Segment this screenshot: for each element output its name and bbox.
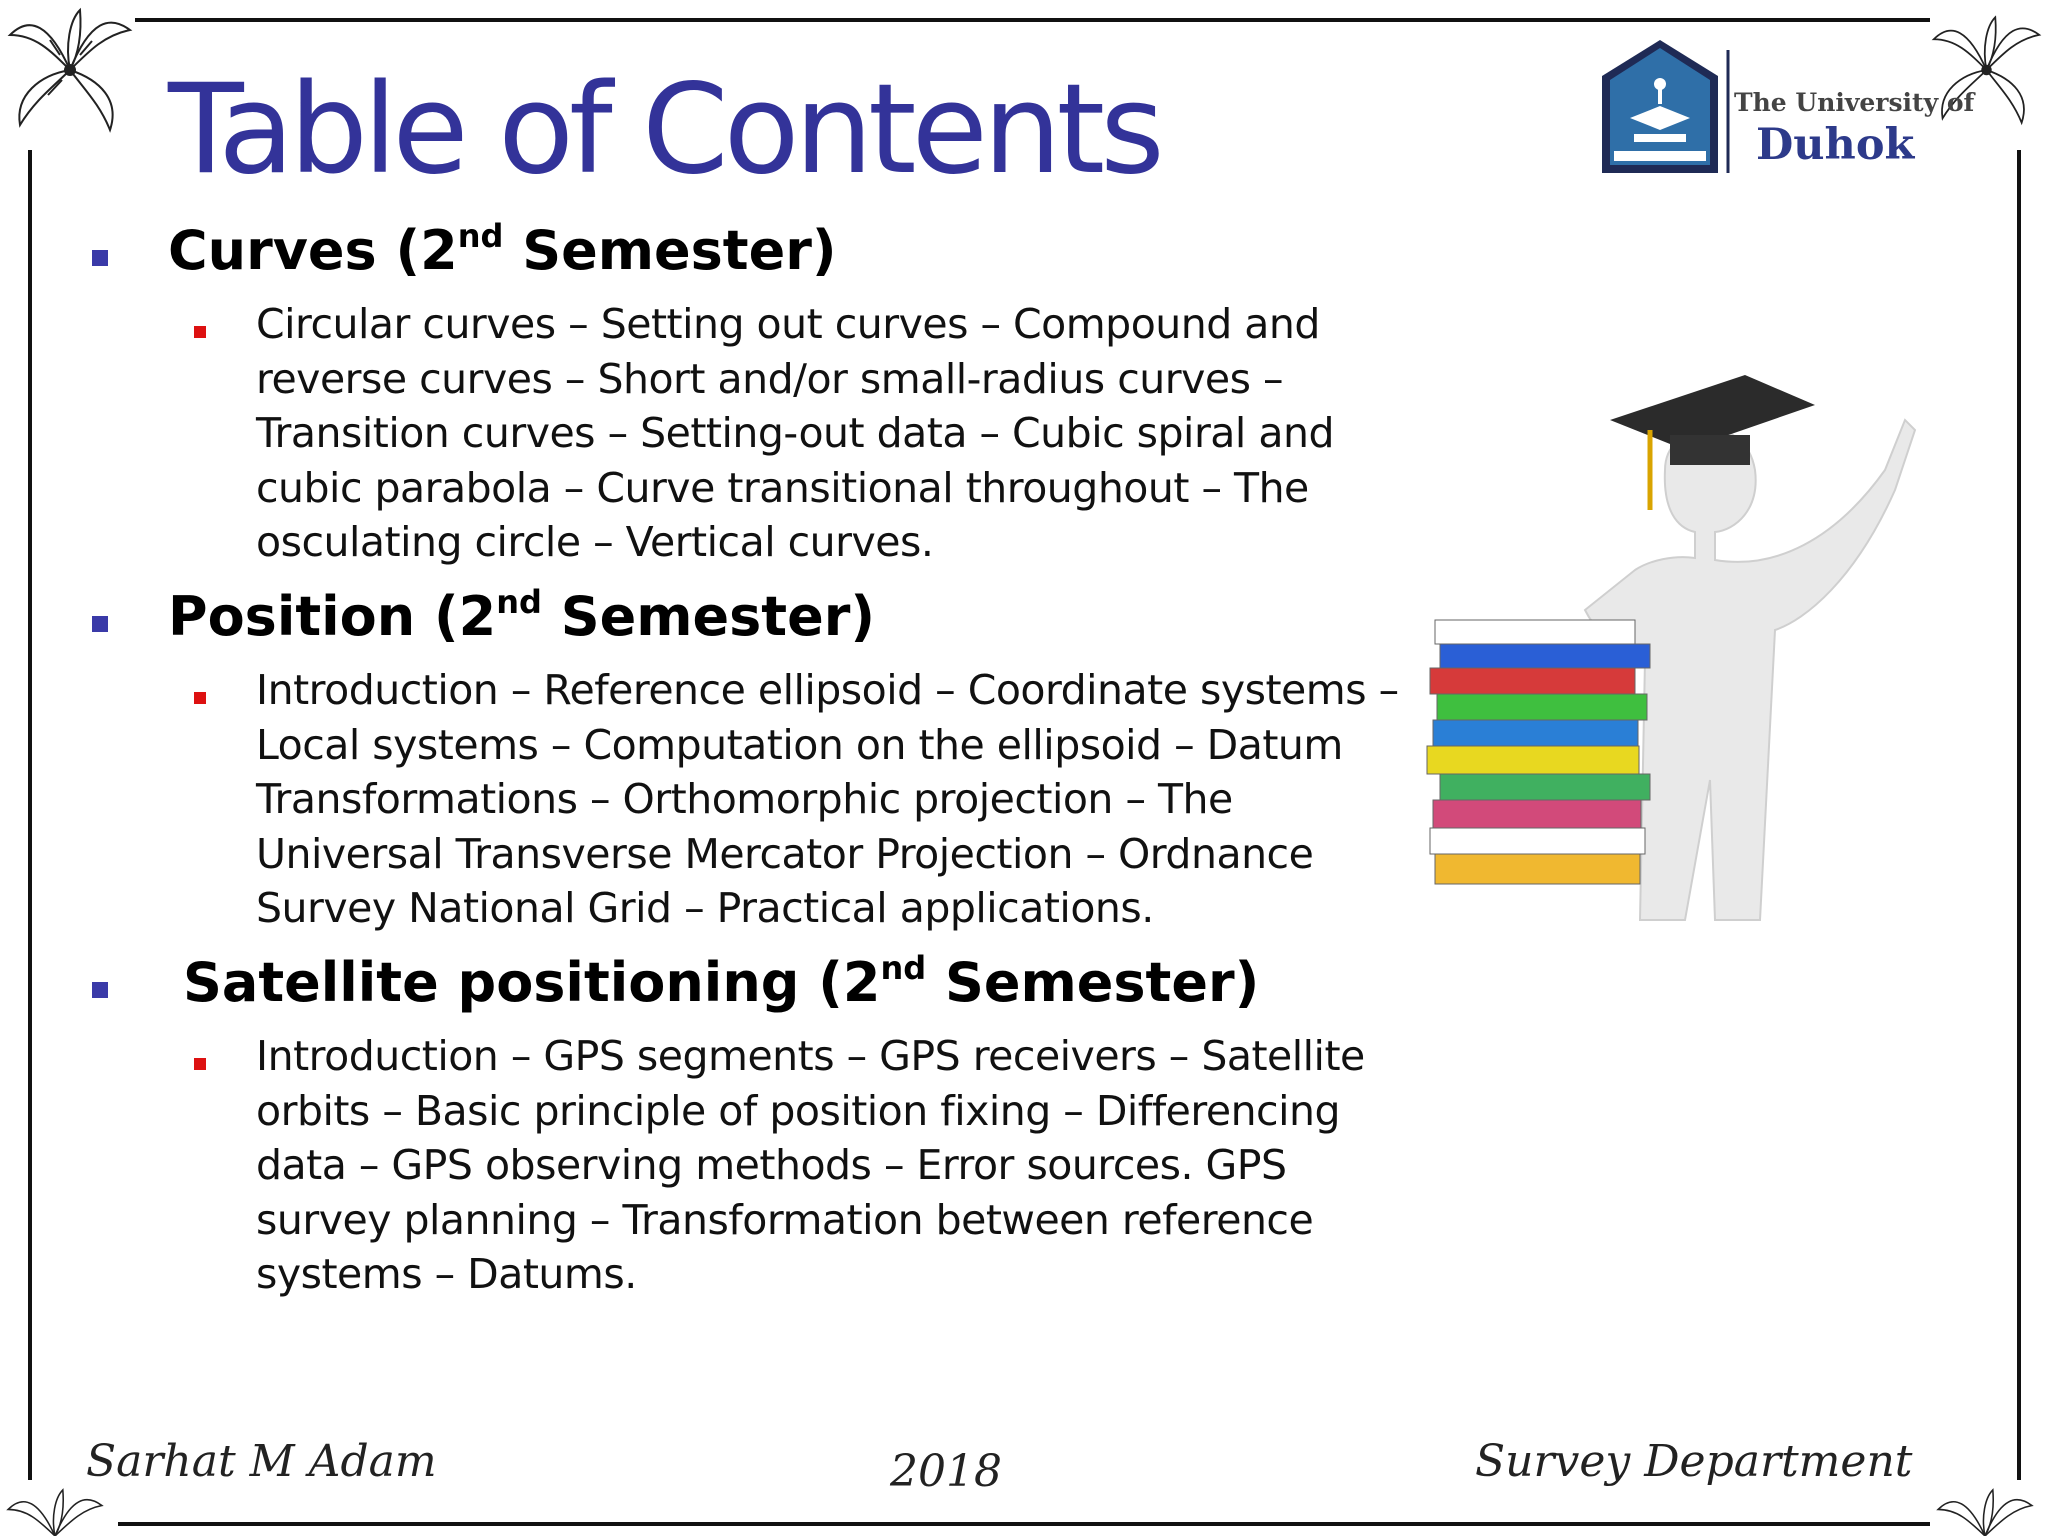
logo-line-1: The University of [1734,88,1975,117]
sub-bullet [194,1058,206,1070]
frame-left-rule [28,150,32,1480]
heading-sup: nd [880,949,927,987]
sub-bullet [194,692,206,704]
section-bullet [92,982,108,998]
lily-flower-icon [1930,1486,2040,1536]
heading-sup: nd [496,583,542,621]
heading-sup: nd [457,217,504,255]
heading-text: Satellite positioning (2 [183,951,881,1014]
section-body-curves: Circular curves – Setting out curves – Compound and reverse curves – Short and/or small-radius curves – Transition curves – Setting-out data – Cubic spiral and cubic parabola – Curve transitional throughout – The osculating circle – Vertical curves. [256,300,1334,566]
section-heading-position [168,583,876,648]
section-body-position: Introduction – Reference ellipsoid – Coordinate systems – Local systems – Computation on the ellipsoid – Datum Transformations – Orthomorphic projection – The Universal Transverse Mercator Projection – Ordnance Survey National Grid – Practical applications. [256,666,1399,932]
lily-flower-icon [0,5,140,135]
heading-text: Semester) [541,585,876,648]
section-heading-curves [168,217,837,282]
section-bullet [92,250,108,266]
logo-line-2: Duhok [1756,120,1915,170]
frame-right-rule [2017,150,2021,1480]
footer-department: Survey Department [1475,1436,1913,1487]
heading-text: Semester) [503,219,837,282]
section-heading-satellite [183,949,1260,1014]
sub-bullet [194,326,206,338]
frame-top-rule [135,18,1930,22]
section-body-satellite: Introduction – GPS segments – GPS receivers – Satellite orbits – Basic principle of position fixing – Differencing data – GPS observing methods – Error sources. GPS survey planning – Transformation between reference systems – Datums. [256,1032,1365,1298]
heading-text: Semester) [926,951,1260,1014]
slide-title: Table of Contents [168,58,1160,202]
footer-year: 2018 [890,1446,1002,1497]
lily-flower-icon [0,1486,110,1536]
graduate-with-books-illustration [1415,360,1975,960]
section-bullet [92,616,108,632]
heading-text: Position (2 [168,585,497,648]
footer-author: Sarhat M Adam [86,1436,437,1487]
heading-text: Curves (2 [168,219,458,282]
frame-bottom-rule [118,1522,1930,1526]
